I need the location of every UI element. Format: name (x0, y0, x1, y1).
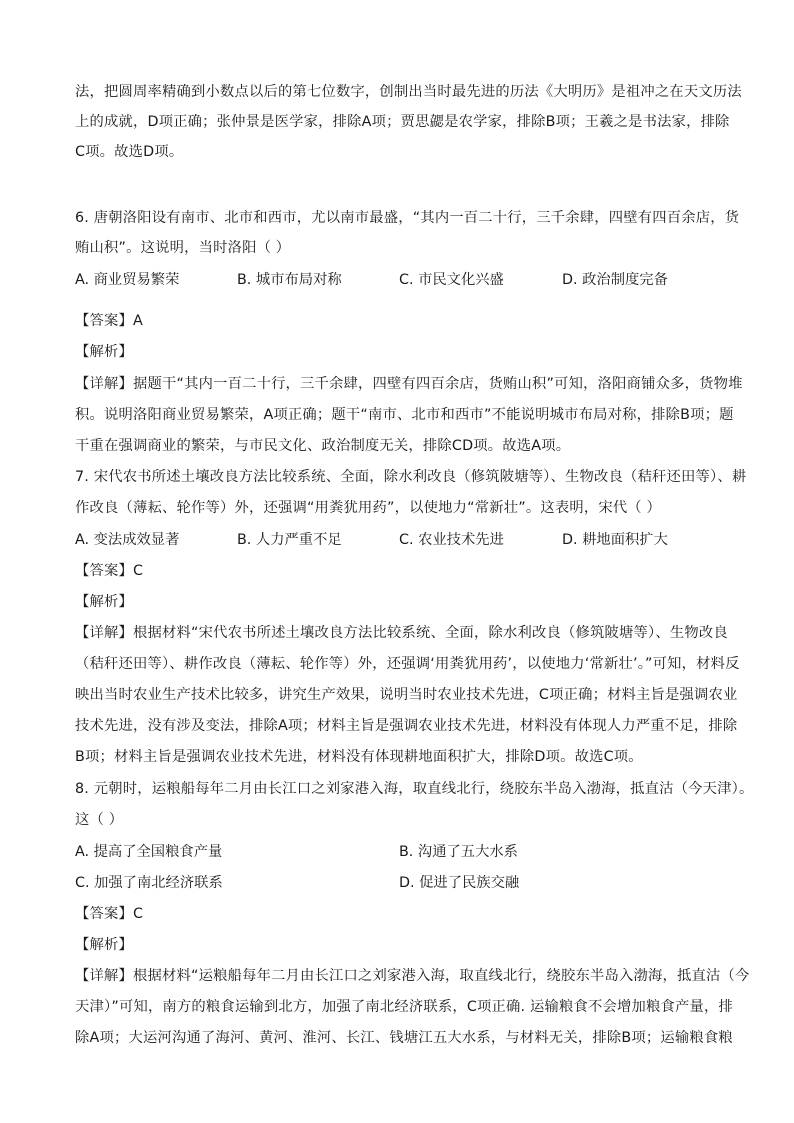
q6-option-c: C. 市民文化兴盛 (399, 272, 504, 288)
q6-stem-line-1: 6. 唐朝洛阳设有南市、北市和西市，尤以南市最盛，“其内一百二十行，三千余肆，四壁有四百余店，货 (75, 210, 740, 226)
q8-detail-line-1: 【详解】根据材料“运粮船每年二月由长江口之刘家港入海，取直线北行，绕胶东半岛入渤海，抵直沽（今 (75, 968, 750, 984)
carryover-line-3: C项。故选D项。 (75, 144, 184, 160)
carryover-line-2: 上的成就，D项正确；张仲景是医学家，排除A项；贾思勰是农学家，排除B项；王羲之是书法家，排除 (75, 114, 730, 130)
q6-option-a: A. 商业贸易繁荣 (75, 272, 180, 288)
q7-option-d: D. 耕地面积扩大 (562, 532, 668, 548)
q6-detail-line-3: 干重在强调商业的繁荣，与市民文化、政治制度无关，排除CD项。故选A项。 (75, 438, 571, 454)
q6-analysis-heading: 【解析】 (75, 344, 133, 360)
q8-option-c: C. 加强了南北经济联系 (75, 875, 223, 891)
q7-option-a: A. 变法成效显著 (75, 532, 180, 548)
q8-detail-line-3: 除A项；大运河沟通了海河、黄河、淮河、长江、钱塘江五大水系，与材料无关，排除B项；运输粮食粮 (75, 1030, 733, 1046)
q7-answer: 【答案】C (75, 563, 144, 579)
q8-answer: 【答案】C (75, 906, 144, 922)
q8-option-d: D. 促进了民族交融 (399, 875, 520, 891)
q6-option-b: B. 城市布局对称 (237, 272, 342, 288)
q8-analysis-heading: 【解析】 (75, 937, 133, 953)
q6-answer: 【答案】A (75, 313, 143, 329)
q6-option-d: D. 政治制度完备 (562, 272, 668, 288)
q7-detail-line-2: （秸秆还田等）、耕作改良（薄耘、轮作等）外，还强调‘用粪犹用药’，以使地力‘常新壮’。”可知，材料反 (75, 656, 740, 672)
q6-detail-line-1: 【详解】据题干“其内一百二十行，三千余肆，四壁有四百余店，货贿山积”可知，洛阳商铺众多，货物堆 (75, 376, 743, 392)
q7-stem-line-1: 7. 宋代农书所述土壤改良方法比较系统、全面，除水利改良（修筑陂塘等）、生物改良（秸秆还田等）、耕 (75, 469, 747, 485)
q7-option-c: C. 农业技术先进 (399, 532, 504, 548)
q7-analysis-heading: 【解析】 (75, 594, 133, 610)
q8-option-b: B. 沟通了五大水系 (399, 844, 518, 860)
q7-detail-line-3: 映出当时农业生产技术比较多，讲究生产效果，说明当时农业技术先进，C项正确；材料主旨是强调农业 (75, 687, 738, 703)
q7-detail-line-1: 【详解】根据材料“宋代农书所述土壤改良方法比较系统、全面，除水利改良（修筑陂塘等）、生物改良 (75, 625, 728, 641)
carryover-line-1: 法，把圆周率精确到小数点以后的第七位数字，创制出当时最先进的历法《大明历》是祖冲之在天文历法 (75, 84, 742, 100)
q8-stem-line-1: 8. 元朝时，运粮船每年二月由长江口之刘家港入海，取直线北行，绕胶东半岛入渤海，抵直沽（今天津）。 (75, 781, 754, 797)
q6-stem-line-2: 贿山积”。这说明，当时洛阳（ ） (75, 240, 291, 256)
q8-option-a: A. 提高了全国粮食产量 (75, 844, 223, 860)
q7-option-b: B. 人力严重不足 (237, 532, 342, 548)
q8-stem-line-2: 这（ ） (75, 812, 124, 828)
q7-detail-line-4: 技术先进，没有涉及变法，排除A项；材料主旨是强调农业技术先进，材料没有体现人力严重不足，排除 (75, 718, 738, 734)
q8-detail-line-2: 天津）”可知，南方的粮食运输到北方，加强了南北经济联系，C项正确. 运输粮食不会增加粮食产量，排 (75, 999, 733, 1015)
q7-detail-line-5: B项；材料主旨是强调农业技术先进，材料没有体现耕地面积扩大，排除D项。故选C项。 (75, 749, 643, 765)
q6-detail-line-2: 积。说明洛阳商业贸易繁荣，A项正确；题干“南市、北市和西市”不能说明城市布局对称，排除B项；题 (75, 407, 734, 423)
q7-stem-line-2: 作改良（薄耘、轮作等）外，还强调“用粪犹用药”，以使地力“常新壮”。这表明，宋代（ ） (75, 500, 662, 516)
